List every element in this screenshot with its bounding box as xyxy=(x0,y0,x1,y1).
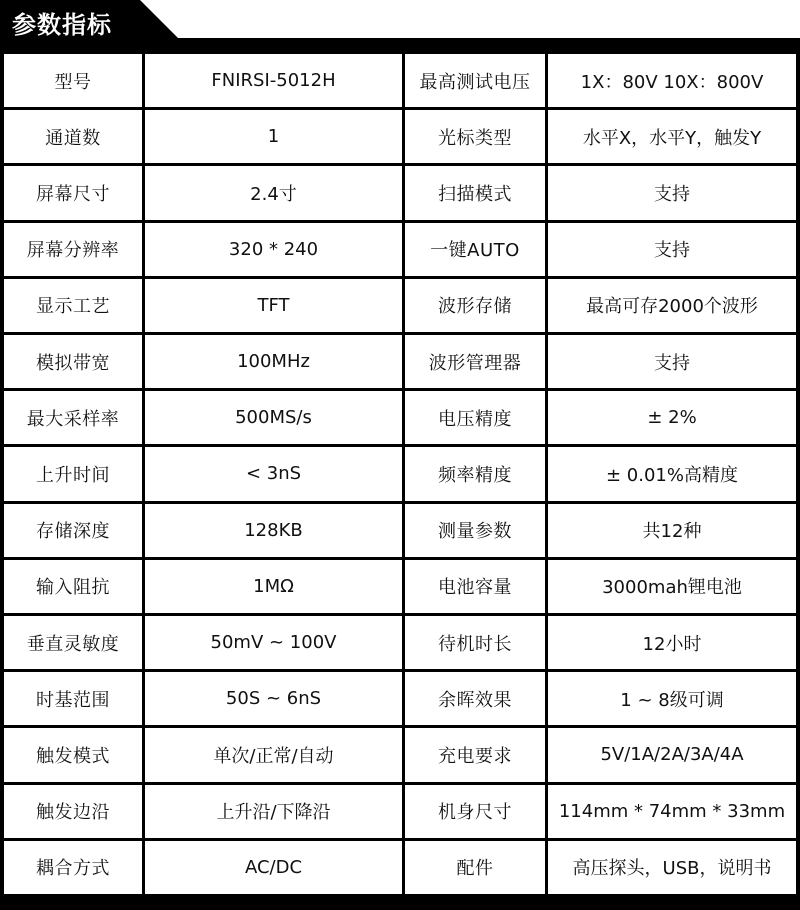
spec-label-right: 测量参数 xyxy=(405,504,545,557)
spec-value-left: FNIRSI-5012H xyxy=(145,54,402,107)
spec-value-right: 5V/1A/2A/3A/4A xyxy=(548,728,796,781)
spec-label-right: 余晖效果 xyxy=(405,672,545,725)
spec-label-right: 波形管理器 xyxy=(405,335,545,388)
page-title: 参数指标 xyxy=(12,11,112,39)
spec-value-left: 100MHz xyxy=(145,335,402,388)
header-background xyxy=(0,0,800,50)
spec-label-right: 一键AUTO xyxy=(405,223,545,276)
spec-value-left: 2.4寸 xyxy=(145,166,402,219)
spec-label-left: 存储深度 xyxy=(4,504,142,557)
spec-label-right: 配件 xyxy=(405,841,545,894)
spec-value-right: 支持 xyxy=(548,335,796,388)
spec-value-left: 50S ~ 6nS xyxy=(145,672,402,725)
spec-label-right: 频率精度 xyxy=(405,447,545,500)
spec-label-right: 电压精度 xyxy=(405,391,545,444)
spec-label-right: 电池容量 xyxy=(405,560,545,613)
spec-label-right: 光标类型 xyxy=(405,110,545,163)
spec-value-left: 500MS/s xyxy=(145,391,402,444)
spec-label-left: 模拟带宽 xyxy=(4,335,142,388)
spec-value-left: TFT xyxy=(145,279,402,332)
spec-value-right: 高压探头，USB，说明书 xyxy=(548,841,796,894)
spec-value-right: 3000mah锂电池 xyxy=(548,560,796,613)
spec-table-frame xyxy=(0,50,800,910)
spec-value-right: 1 ~ 8级可调 xyxy=(548,672,796,725)
spec-value-right: 共12种 xyxy=(548,504,796,557)
spec-value-left: 上升沿/下降沿 xyxy=(145,785,402,838)
spec-value-right: 支持 xyxy=(548,223,796,276)
spec-label-right: 机身尺寸 xyxy=(405,785,545,838)
spec-label-left: 上升时间 xyxy=(4,447,142,500)
spec-value-left: 128KB xyxy=(145,504,402,557)
spec-label-left: 触发模式 xyxy=(4,728,142,781)
spec-value-left: AC/DC xyxy=(145,841,402,894)
spec-label-right: 最高测试电压 xyxy=(405,54,545,107)
spec-label-left: 耦合方式 xyxy=(4,841,142,894)
spec-label-left: 时基范围 xyxy=(4,672,142,725)
spec-value-left: < 3nS xyxy=(145,447,402,500)
spec-label-left: 通道数 xyxy=(4,110,142,163)
spec-label-right: 待机时长 xyxy=(405,616,545,669)
spec-label-left: 输入阻抗 xyxy=(4,560,142,613)
spec-label-right: 波形存储 xyxy=(405,279,545,332)
spec-label-left: 显示工艺 xyxy=(4,279,142,332)
spec-label-right: 扫描模式 xyxy=(405,166,545,219)
spec-value-right: 1X：80V 10X：800V xyxy=(548,54,796,107)
spec-value-left: 50mV ~ 100V xyxy=(145,616,402,669)
spec-value-left: 320 * 240 xyxy=(145,223,402,276)
spec-table xyxy=(4,54,796,894)
spec-value-right: ± 2% xyxy=(548,391,796,444)
header-banner xyxy=(0,0,800,50)
spec-value-right: ± 0.01%高精度 xyxy=(548,447,796,500)
spec-value-right: 支持 xyxy=(548,166,796,219)
spec-value-right: 最高可存2000个波形 xyxy=(548,279,796,332)
spec-value-left: 1MΩ xyxy=(145,560,402,613)
spec-label-left: 型号 xyxy=(4,54,142,107)
spec-value-left: 单次/正常/自动 xyxy=(145,728,402,781)
spec-value-right: 114mm * 74mm * 33mm xyxy=(548,785,796,838)
spec-label-left: 屏幕分辨率 xyxy=(4,223,142,276)
spec-value-right: 水平X，水平Y，触发Y xyxy=(548,110,796,163)
spec-value-right: 12小时 xyxy=(548,616,796,669)
spec-label-left: 垂直灵敏度 xyxy=(4,616,142,669)
spec-value-left: 1 xyxy=(145,110,402,163)
spec-label-left: 最大采样率 xyxy=(4,391,142,444)
spec-label-left: 屏幕尺寸 xyxy=(4,166,142,219)
spec-label-right: 充电要求 xyxy=(405,728,545,781)
spec-label-left: 触发边沿 xyxy=(4,785,142,838)
